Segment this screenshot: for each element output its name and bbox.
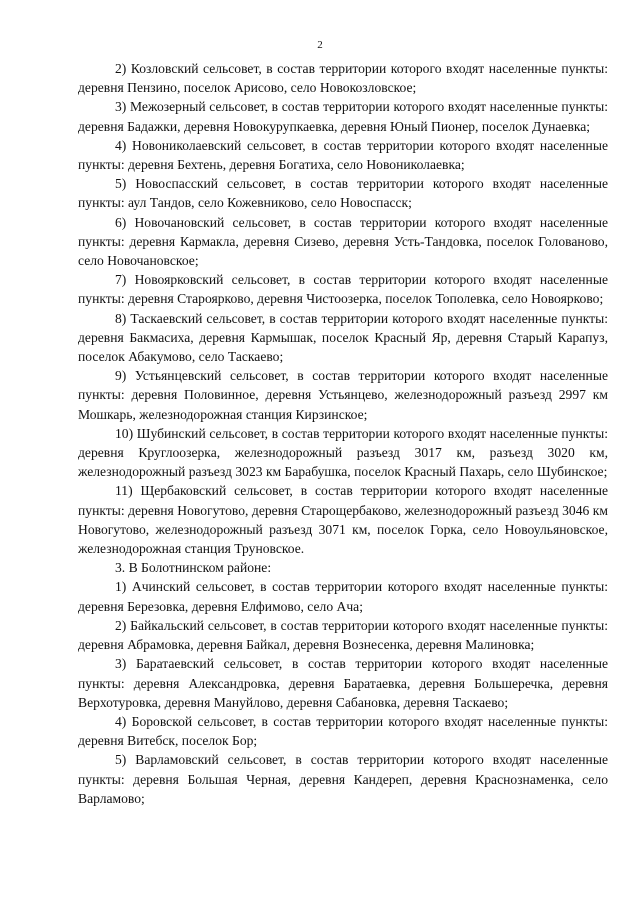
paragraph: 3) Баратаевский сельсовет, в состав территории которого входят населенные пункты: деревня Александровка, деревня Баратаевка, деревня Большеречка, деревня Верхотуровка, деревня Мануйлово, деревня Сабановка, деревня Таскаево;	[78, 656, 608, 710]
paragraph: 6) Новочановский сельсовет, в состав территории которого входят населенные пункты: деревня Кармакла, деревня Сизево, деревня Усть-Тандовка, поселок Голованово, село Новочановское;	[78, 214, 608, 269]
paragraph: 9) Устьянцевский сельсовет, в состав территории которого входят населенные пункты: деревня Половинное, деревня Устьянцево, железнодорожный разъезд 2997 км Мошкарь, железнодорожная станция Кирзинское;	[78, 368, 608, 422]
paragraph: 8) Таскаевский сельсовет, в состав территории которого входят населенные пункты: деревня Бакмасиха, деревня Кармышак, поселок Красный Яр, деревня Старый Карапуз, поселок Абакумово, село Таскаево;	[78, 310, 608, 365]
paragraph: 5) Новоспасский сельсовет, в состав территории которого входят населенные пункты: аул Тандов, село Кожевниково, село Новоспасск;	[78, 176, 608, 211]
paragraph: 4) Боровской сельсовет, в состав территории которого входят населенные пункты: деревня Витебск, поселок Бор;	[78, 713, 608, 749]
paragraph: 10) Шубинский сельсовет, в состав территории которого входят населенные пункты: деревня Круглоозерка, железнодорожный разъезд 3017 км, разъезд 3020 км, железнодорожный разъезд 3023 км Барабушка, поселок Красный Пахарь, село Шубинское;	[78, 425, 608, 480]
paragraph: 4) Новониколаевский сельсовет, в состав территории которого входят населенные пункты: деревня Бехтень, деревня Богатиха, село Новониколаевка;	[78, 137, 608, 173]
paragraph: 3) Межозерный сельсовет, в состав территории которого входят населенные пункты: деревня Бадажки, деревня Новокурупкаевка, деревня Юный Пионер, поселок Дунаевка;	[78, 99, 608, 134]
section-heading: 3. В Болотнинском районе:	[115, 560, 272, 576]
paragraph: 2) Козловский сельсовет, в состав территории которого входят населенные пункты: деревня Пензино, поселок Арисово, село Новокозловское;	[78, 61, 608, 96]
paragraph: 5) Варламовский сельсовет, в состав территории которого входят населенные пункты: деревня Большая Черная, деревня Кандереп, деревня Краснознаменка, село Варламово;	[78, 752, 608, 806]
paragraph: 7) Новоярковский сельсовет, в состав территории которого входят населенные пункты: деревня Староярково, деревня Чистоозерка, поселок Тополевка, село Новоярково;	[78, 272, 608, 307]
paragraph: 2) Байкальский сельсовет, в состав территории которого входят населенные пункты: деревня Абрамовка, деревня Байкал, деревня Вознесенка, деревня Малиновка;	[78, 617, 608, 653]
paragraph: 1) Ачинский сельсовет, в состав территории которого входят населенные пункты: деревня Березовка, деревня Елфимово, село Ача;	[78, 579, 608, 614]
paragraph: 11) Щербаковский сельсовет, в состав территории которого входят населенные пункты: деревня Новогутово, деревня Старощербаково, железнодорожный разъезд 3046 км Новогутово, железнодорожный разъезд 3071 км, поселок Горка, село Новоульяновское, железнодорожная станция Труновское.	[78, 483, 608, 557]
document-body	[78, 59, 608, 808]
page-number: 2	[317, 39, 323, 51]
